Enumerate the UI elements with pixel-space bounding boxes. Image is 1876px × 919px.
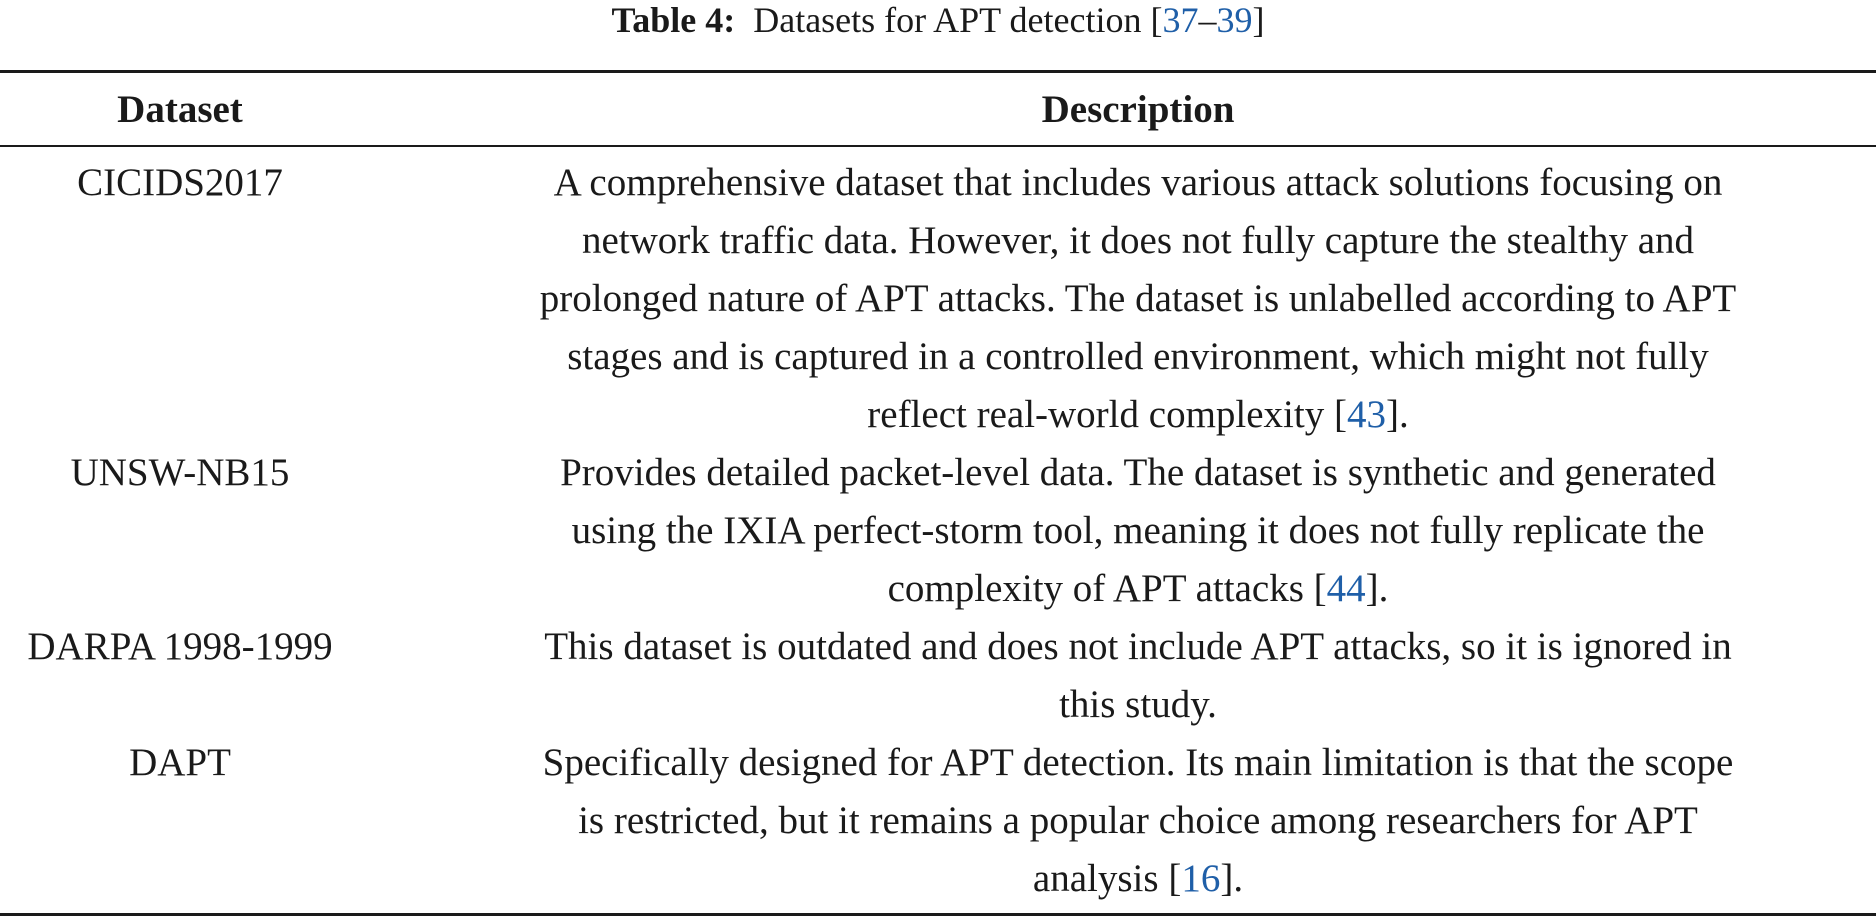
dataset-name: UNSW-NB15 bbox=[70, 451, 290, 494]
citation-link-16[interactable]: 16 bbox=[1181, 857, 1221, 900]
description-line bbox=[430, 328, 1846, 386]
description-text: complexity of APT attacks bbox=[887, 567, 1304, 610]
dataset-name: DARPA 1998-1999 bbox=[27, 625, 333, 668]
bottom-rule bbox=[0, 913, 1876, 916]
table-row bbox=[0, 444, 1876, 618]
table-row bbox=[0, 734, 1876, 908]
description-text: stages and is captured in a controlled environment, which might not fully bbox=[567, 335, 1709, 378]
table-row bbox=[0, 618, 1876, 734]
description-line bbox=[430, 676, 1846, 734]
description-line bbox=[430, 734, 1846, 792]
description-line bbox=[430, 444, 1846, 502]
description-text: Specifically designed for APT detection. Its main limitation is that the scope bbox=[542, 741, 1734, 784]
dataset-description bbox=[430, 618, 1846, 734]
header-dataset: Dataset bbox=[117, 88, 243, 131]
table-body bbox=[0, 154, 1876, 908]
description-line bbox=[430, 618, 1846, 676]
caption-ref-close: ] bbox=[1252, 0, 1265, 40]
description-text: Provides detailed packet-level data. The dataset is synthetic and generated bbox=[560, 451, 1716, 494]
description-text: network traffic data. However, it does not fully capture the stealthy and bbox=[581, 219, 1695, 262]
description-text: A comprehensive dataset that includes various attack solutions focusing on bbox=[553, 161, 1723, 204]
description-line bbox=[430, 502, 1846, 560]
description-text: analysis bbox=[1032, 857, 1159, 900]
citation-link-43[interactable]: 43 bbox=[1346, 393, 1386, 436]
table-row bbox=[0, 154, 1876, 444]
description-text: this study. bbox=[1059, 683, 1217, 726]
dataset-name: DAPT bbox=[129, 741, 231, 784]
description-text: using the IXIA perfect-storm tool, meaning it does not fully replicate the bbox=[571, 509, 1705, 552]
description-line bbox=[430, 270, 1846, 328]
description-line bbox=[430, 212, 1846, 270]
dataset-description bbox=[430, 734, 1846, 908]
description-line: analysis [16]. bbox=[1032, 857, 1244, 900]
description-text: reflect real-world complexity bbox=[867, 393, 1325, 436]
caption-ref-open: [ bbox=[1150, 0, 1163, 40]
dataset-description bbox=[430, 444, 1846, 618]
citation-link-37[interactable]: 37 bbox=[1162, 0, 1199, 40]
citation-link-44[interactable]: 44 bbox=[1326, 567, 1366, 610]
caption-text: Datasets for APT detection bbox=[753, 0, 1142, 40]
citation-link-39[interactable]: 39 bbox=[1216, 0, 1253, 40]
header-description: Description bbox=[1041, 88, 1235, 131]
description-line: complexity of APT attacks [44]. bbox=[887, 567, 1389, 610]
caption-ref-sep: – bbox=[1198, 0, 1217, 40]
description-text: This dataset is outdated and does not include APT attacks, so it is ignored in bbox=[544, 625, 1732, 668]
caption-label: Table 4: bbox=[611, 0, 736, 40]
description-line: reflect real-world complexity [43]. bbox=[867, 393, 1409, 436]
description-text: is restricted, but it remains a popular choice among researchers for APT bbox=[578, 799, 1698, 842]
dataset-description bbox=[430, 154, 1846, 444]
header-rule bbox=[0, 145, 1876, 147]
description-text: prolonged nature of APT attacks. The dataset is unlabelled according to APT bbox=[539, 277, 1737, 320]
table-caption bbox=[0, 0, 1876, 40]
description-line bbox=[430, 792, 1846, 850]
description-line bbox=[430, 154, 1846, 212]
top-rule bbox=[0, 70, 1876, 73]
dataset-name: CICIDS2017 bbox=[77, 161, 283, 204]
table-header bbox=[0, 85, 1876, 135]
